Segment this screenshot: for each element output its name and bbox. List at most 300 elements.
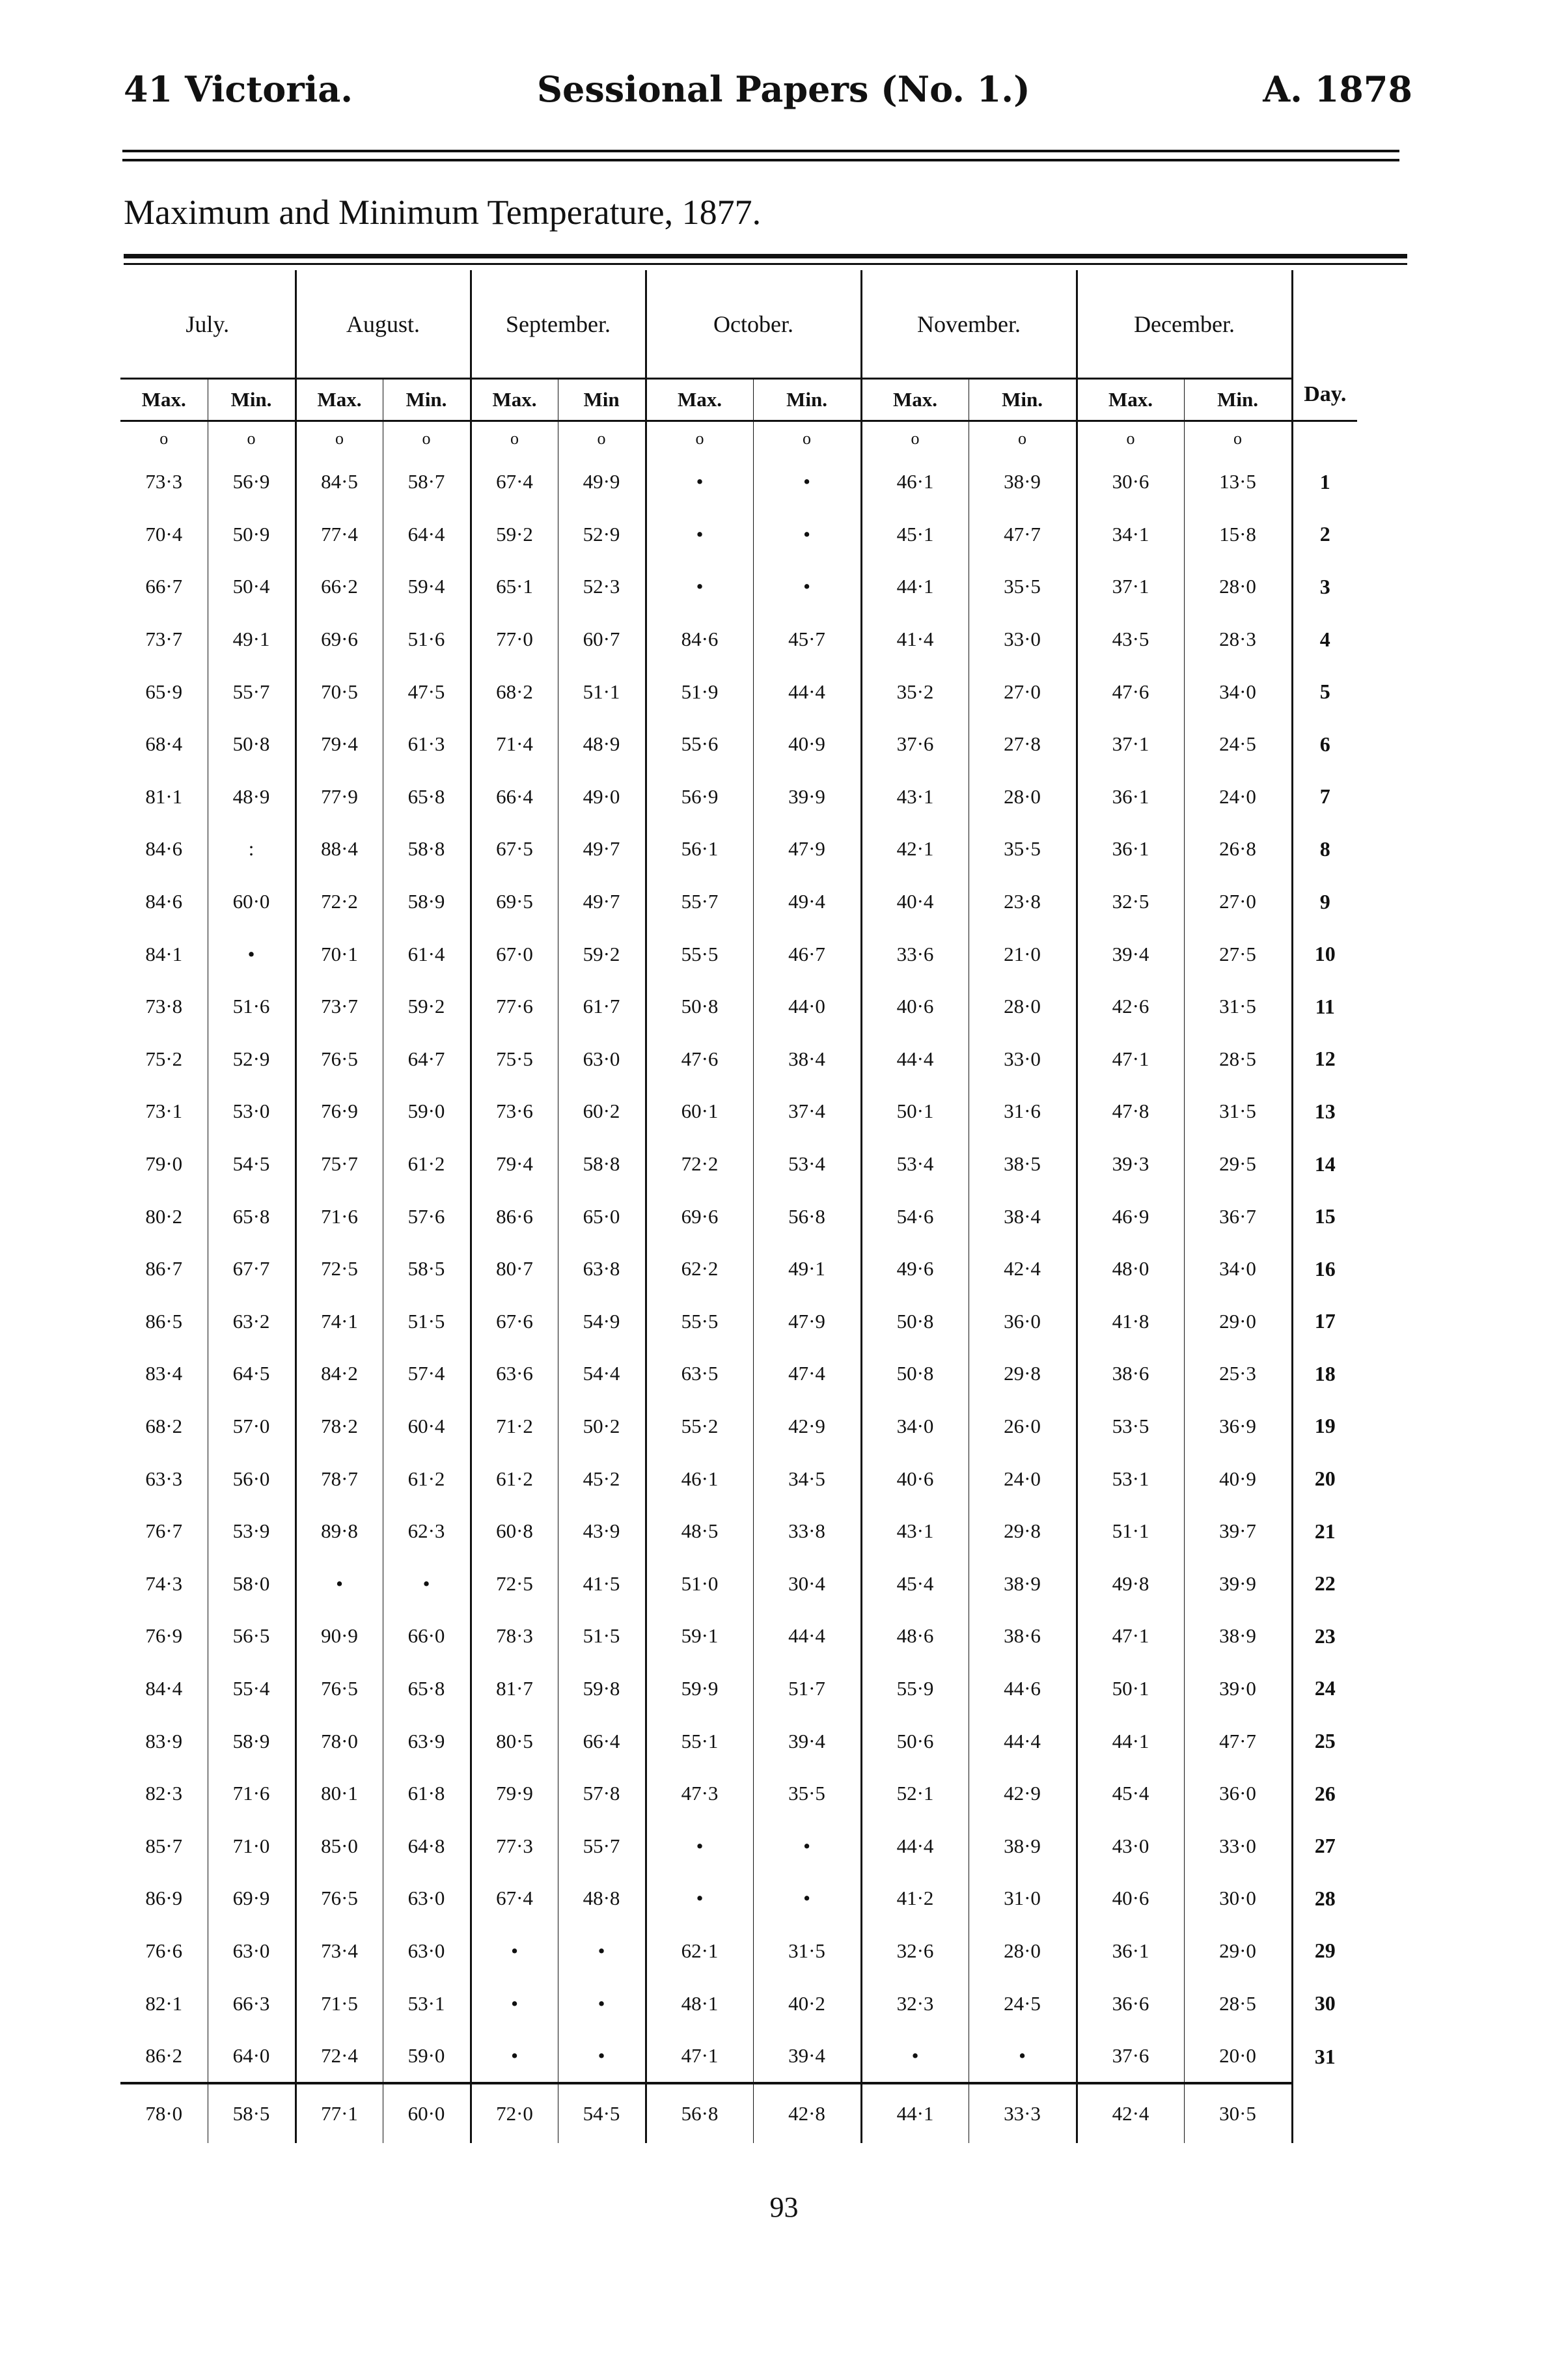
min-temp-cell: 56·0 — [208, 1452, 296, 1505]
max-temp-cell: 77·0 — [471, 613, 558, 666]
min-temp-cell: 35·5 — [753, 1767, 861, 1820]
max-temp-cell: 82·3 — [145, 1782, 183, 1805]
max-temp-cell: 59·9 — [646, 1663, 753, 1715]
max-temp-cell: 68·4 — [145, 732, 183, 756]
title-rule-thin — [124, 263, 1407, 265]
col-header-max: Max. — [646, 379, 753, 421]
min-temp-cell: 47·7 — [969, 508, 1077, 561]
degree-mark: o — [646, 421, 753, 456]
min-temp-cell: 42·9 — [753, 1400, 861, 1453]
max-temp-cell: 43·5 — [1077, 613, 1184, 666]
max-temp-cell: 66·4 — [471, 771, 558, 824]
month-header-row — [120, 270, 1357, 379]
max-temp-cell: 44·1 — [861, 561, 969, 613]
max-temp-cell: 85·0 — [296, 1820, 383, 1872]
day-number-cell: 14 — [1292, 1138, 1357, 1191]
max-temp-cell: 61·2 — [471, 1452, 558, 1505]
min-temp-cell: 59·0 — [383, 1085, 471, 1138]
min-temp-cell: 49·4 — [753, 876, 861, 928]
mean-max-cell: 72·0 — [471, 2083, 558, 2143]
max-temp-cell: 68·2 — [145, 1414, 183, 1437]
max-temp-cell: 48·1 — [646, 1977, 753, 2030]
table-row — [120, 1400, 1357, 1453]
max-temp-cell: 73·1 — [145, 1100, 183, 1123]
max-temp-cell: 36·1 — [1077, 771, 1184, 824]
day-number-cell: 21 — [1292, 1505, 1357, 1558]
min-temp-cell: 64·4 — [383, 508, 471, 561]
min-temp-cell: 65·8 — [383, 1663, 471, 1715]
max-temp-cell: 76·9 — [145, 1624, 183, 1648]
min-temp-cell: 71·6 — [208, 1767, 296, 1820]
min-temp-cell: 29·0 — [1184, 1925, 1292, 1978]
min-temp-cell: 29·8 — [969, 1348, 1077, 1400]
max-temp-cell: 71·4 — [471, 718, 558, 771]
max-temp-cell: 80·2 — [145, 1204, 183, 1228]
col-header-min: Min — [558, 379, 646, 421]
min-temp-cell: 30·4 — [753, 1557, 861, 1610]
table-row — [120, 1925, 1357, 1978]
max-temp-cell: 69·6 — [646, 1190, 753, 1243]
max-temp-cell: • — [646, 1820, 753, 1872]
max-temp-cell: 40·6 — [861, 1452, 969, 1505]
table-row — [120, 1610, 1357, 1663]
max-temp-cell: 54·6 — [861, 1190, 969, 1243]
day-number-cell: 31 — [1292, 2030, 1357, 2084]
min-temp-cell: 36·0 — [969, 1295, 1077, 1348]
mean-max-cell: 77·1 — [296, 2083, 383, 2143]
max-temp-cell: 86·7 — [145, 1257, 183, 1280]
day-number-cell: 24 — [1292, 1663, 1357, 1715]
min-temp-cell: 34·0 — [1184, 1243, 1292, 1295]
min-temp-cell: 64·5 — [208, 1348, 296, 1400]
max-temp-cell: 35·2 — [861, 665, 969, 718]
min-temp-cell: 33·0 — [969, 1033, 1077, 1086]
min-temp-cell: 60·4 — [383, 1400, 471, 1453]
min-temp-cell: 50·8 — [208, 718, 296, 771]
max-temp-cell: 42·6 — [1077, 980, 1184, 1033]
min-temp-cell: 56·8 — [753, 1190, 861, 1243]
min-temp-cell: 58·0 — [208, 1557, 296, 1610]
min-temp-cell: 31·6 — [969, 1085, 1077, 1138]
max-temp-cell: 37·1 — [1077, 718, 1184, 771]
mean-max-cell: 56·8 — [646, 2083, 753, 2143]
table-row — [120, 1505, 1357, 1558]
col-header-min: Min. — [753, 379, 861, 421]
min-temp-cell: 53·0 — [208, 1085, 296, 1138]
max-temp-cell: 73·7 — [145, 628, 183, 651]
max-temp-cell: 76·9 — [296, 1085, 383, 1138]
day-number-cell: 5 — [1292, 665, 1357, 718]
min-temp-cell: 31·5 — [1184, 1085, 1292, 1138]
max-temp-cell: 62·1 — [646, 1925, 753, 1978]
table-row — [120, 1977, 1357, 2030]
month-header-december: December. — [1077, 270, 1292, 379]
day-number-cell: 28 — [1292, 1872, 1357, 1925]
max-temp-cell: 55·6 — [646, 718, 753, 771]
min-temp-cell: 50·4 — [208, 561, 296, 613]
min-temp-cell: 54·9 — [558, 1295, 646, 1348]
min-temp-cell: 24·0 — [1184, 771, 1292, 824]
min-temp-cell: 59·2 — [383, 980, 471, 1033]
max-temp-cell: 78·2 — [296, 1400, 383, 1453]
min-temp-cell: 44·4 — [753, 665, 861, 718]
min-temp-cell: 34·0 — [1184, 665, 1292, 718]
month-header-august: August. — [296, 270, 471, 379]
min-temp-cell: 39·9 — [753, 771, 861, 824]
min-temp-cell: 27·0 — [1184, 876, 1292, 928]
max-temp-cell: 72·5 — [471, 1557, 558, 1610]
max-temp-cell: 71·5 — [296, 1977, 383, 2030]
min-temp-cell: 53·4 — [753, 1138, 861, 1191]
day-number-cell: 12 — [1292, 1033, 1357, 1086]
max-temp-cell: 33·6 — [861, 928, 969, 980]
max-temp-cell: 37·6 — [861, 718, 969, 771]
min-temp-cell: 51·6 — [383, 613, 471, 666]
max-temp-cell: 36·6 — [1077, 1977, 1184, 2030]
max-temp-cell: 90·9 — [296, 1610, 383, 1663]
max-temp-cell: 47·1 — [646, 2030, 753, 2084]
degree-mark: o — [471, 421, 558, 456]
day-number-cell: 20 — [1292, 1452, 1357, 1505]
min-temp-cell: 23·8 — [969, 876, 1077, 928]
max-temp-cell: 40·4 — [861, 876, 969, 928]
max-temp-cell: 42·1 — [861, 823, 969, 876]
mean-day-blank-cell — [1292, 2083, 1357, 2143]
max-temp-cell: 50·8 — [646, 980, 753, 1033]
min-temp-cell: 55·7 — [558, 1820, 646, 1872]
table-row — [120, 1872, 1357, 1925]
degree-mark: o — [969, 421, 1077, 456]
max-temp-cell: 49·6 — [861, 1243, 969, 1295]
degree-mark: o — [558, 421, 646, 456]
max-temp-cell: 53·5 — [1077, 1400, 1184, 1453]
max-temp-cell: 43·1 — [861, 771, 969, 824]
day-number-cell: 11 — [1292, 980, 1357, 1033]
min-temp-cell: 62·3 — [383, 1505, 471, 1558]
max-temp-cell: 63·3 — [145, 1467, 183, 1490]
min-temp-cell: 39·7 — [1184, 1505, 1292, 1558]
max-temp-cell: 79·0 — [145, 1152, 183, 1176]
mean-min-cell: 33·3 — [969, 2083, 1077, 2143]
day-number-cell: 22 — [1292, 1557, 1357, 1610]
min-temp-cell: 63·0 — [383, 1872, 471, 1925]
max-temp-cell: 80·5 — [471, 1715, 558, 1767]
max-temp-cell: 50·1 — [1077, 1663, 1184, 1715]
min-temp-cell: 44·0 — [753, 980, 861, 1033]
min-temp-cell: 58·5 — [383, 1243, 471, 1295]
table-row — [120, 928, 1357, 980]
max-temp-cell: 48·0 — [1077, 1243, 1184, 1295]
max-temp-cell: 46·9 — [1077, 1190, 1184, 1243]
max-temp-cell: 47·6 — [1077, 665, 1184, 718]
mean-max-cell: 78·0 — [120, 2083, 208, 2143]
col-header-max: Max. — [120, 379, 208, 421]
min-temp-cell: 49·7 — [558, 823, 646, 876]
max-temp-cell: 59·1 — [646, 1610, 753, 1663]
max-temp-cell: 46·1 — [646, 1452, 753, 1505]
max-temp-cell: 74·1 — [296, 1295, 383, 1348]
min-temp-cell: 54·4 — [558, 1348, 646, 1400]
min-temp-cell: 25·3 — [1184, 1348, 1292, 1400]
min-temp-cell: 59·0 — [383, 2030, 471, 2084]
max-temp-cell: 77·9 — [296, 771, 383, 824]
temperature-table-area — [120, 270, 1406, 2191]
max-temp-cell: 72·2 — [296, 876, 383, 928]
min-temp-cell: 69·9 — [208, 1872, 296, 1925]
min-temp-cell: 48·8 — [558, 1872, 646, 1925]
min-temp-cell: 37·4 — [753, 1085, 861, 1138]
min-temp-cell: 21·0 — [969, 928, 1077, 980]
max-temp-cell: • — [646, 508, 753, 561]
max-temp-cell: 71·2 — [471, 1400, 558, 1453]
max-temp-cell: 71·6 — [296, 1190, 383, 1243]
min-temp-cell: 29·8 — [969, 1505, 1077, 1558]
degree-mark-row — [120, 421, 1357, 456]
max-temp-cell: 84·4 — [145, 1676, 183, 1700]
monthly-mean-row — [120, 2083, 1357, 2143]
min-temp-cell: 30·0 — [1184, 1872, 1292, 1925]
degree-mark: o — [208, 421, 296, 456]
max-temp-cell: 47·3 — [646, 1767, 753, 1820]
max-temp-cell: 69·5 — [471, 876, 558, 928]
min-temp-cell: 66·0 — [383, 1610, 471, 1663]
min-temp-cell: 44·4 — [969, 1715, 1077, 1767]
min-temp-cell: 44·4 — [753, 1610, 861, 1663]
min-temp-cell: 61·2 — [383, 1452, 471, 1505]
min-temp-cell: 55·7 — [208, 665, 296, 718]
max-temp-cell: 36·1 — [1077, 823, 1184, 876]
min-temp-cell: 55·4 — [208, 1663, 296, 1715]
max-temp-cell: 32·6 — [861, 1925, 969, 1978]
max-temp-cell: 37·1 — [1077, 561, 1184, 613]
day-number-cell: 2 — [1292, 508, 1357, 561]
min-temp-cell: 42·9 — [969, 1767, 1077, 1820]
min-temp-cell: 27·0 — [969, 665, 1077, 718]
max-temp-cell: • — [471, 2030, 558, 2084]
min-temp-cell: 34·5 — [753, 1452, 861, 1505]
max-temp-cell: 47·8 — [1077, 1085, 1184, 1138]
day-number-cell: 16 — [1292, 1243, 1357, 1295]
min-temp-cell: 66·4 — [558, 1715, 646, 1767]
min-temp-cell: 33·0 — [969, 613, 1077, 666]
min-temp-cell: 36·9 — [1184, 1400, 1292, 1453]
min-temp-cell: • — [558, 1977, 646, 2030]
max-temp-cell: 75·5 — [471, 1033, 558, 1086]
max-temp-cell: 41·4 — [861, 613, 969, 666]
min-temp-cell: 26·8 — [1184, 823, 1292, 876]
max-temp-cell: 55·9 — [861, 1663, 969, 1715]
col-header-min: Min. — [969, 379, 1077, 421]
table-row — [120, 876, 1357, 928]
min-temp-cell: 56·5 — [208, 1610, 296, 1663]
max-min-header-row — [120, 379, 1357, 421]
min-temp-cell: 35·5 — [969, 823, 1077, 876]
min-temp-cell: 64·7 — [383, 1033, 471, 1086]
table-row — [120, 1663, 1357, 1715]
max-temp-cell: 77·6 — [471, 980, 558, 1033]
max-temp-cell: 47·1 — [1077, 1610, 1184, 1663]
max-temp-cell: 48·5 — [646, 1505, 753, 1558]
max-temp-cell: 76·5 — [296, 1033, 383, 1086]
min-temp-cell: 63·0 — [558, 1033, 646, 1086]
table-row — [120, 456, 1357, 508]
day-number-cell: 30 — [1292, 1977, 1357, 2030]
max-temp-cell: 45·4 — [861, 1557, 969, 1610]
max-temp-cell: 40·6 — [861, 980, 969, 1033]
min-temp-cell: 49·7 — [558, 876, 646, 928]
max-temp-cell: 76·5 — [296, 1872, 383, 1925]
max-temp-cell: 85·7 — [145, 1834, 183, 1857]
day-column-header: Day. — [1292, 270, 1357, 421]
day-number-cell: 13 — [1292, 1085, 1357, 1138]
min-temp-cell: 28·5 — [1184, 1977, 1292, 2030]
max-temp-cell: 77·4 — [296, 508, 383, 561]
max-temp-cell: 67·6 — [471, 1295, 558, 1348]
max-temp-cell: 72·4 — [296, 2030, 383, 2084]
min-temp-cell: 40·9 — [1184, 1452, 1292, 1505]
table-row — [120, 1767, 1357, 1820]
max-temp-cell: 32·5 — [1077, 876, 1184, 928]
max-temp-cell: 86·2 — [145, 2044, 183, 2068]
min-temp-cell: 29·5 — [1184, 1138, 1292, 1191]
max-temp-cell: 44·4 — [861, 1820, 969, 1872]
min-temp-cell: 57·0 — [208, 1400, 296, 1453]
min-temp-cell: 27·5 — [1184, 928, 1292, 980]
max-temp-cell: 68·2 — [471, 665, 558, 718]
min-temp-cell: 52·9 — [208, 1033, 296, 1086]
min-temp-cell: 39·9 — [1184, 1557, 1292, 1610]
min-temp-cell: 47·7 — [1184, 1715, 1292, 1767]
page-number: 93 — [769, 2191, 799, 2223]
max-temp-cell: 67·4 — [471, 1872, 558, 1925]
max-temp-cell: 30·6 — [1077, 456, 1184, 508]
min-temp-cell: 61·3 — [383, 718, 471, 771]
day-number-cell: 3 — [1292, 561, 1357, 613]
min-temp-cell: 46·7 — [753, 928, 861, 980]
max-temp-cell: 76·7 — [145, 1519, 183, 1543]
min-temp-cell: 31·0 — [969, 1872, 1077, 1925]
min-temp-cell: 51·6 — [208, 980, 296, 1033]
max-temp-cell: 41·2 — [861, 1872, 969, 1925]
table-row — [120, 1295, 1357, 1348]
min-temp-cell: 53·9 — [208, 1505, 296, 1558]
min-temp-cell: 35·5 — [969, 561, 1077, 613]
max-temp-cell: 66·2 — [296, 561, 383, 613]
degree-mark: o — [1184, 421, 1292, 456]
header-rule-top — [122, 150, 1399, 152]
day-number-cell: 26 — [1292, 1767, 1357, 1820]
max-temp-cell: 45·1 — [861, 508, 969, 561]
max-temp-cell: 76·6 — [145, 1939, 183, 1962]
min-temp-cell: 39·0 — [1184, 1663, 1292, 1715]
min-temp-cell: 53·1 — [383, 1977, 471, 2030]
table-row — [120, 771, 1357, 824]
min-temp-cell: 38·9 — [969, 456, 1077, 508]
min-temp-cell: • — [753, 561, 861, 613]
max-temp-cell: 72·2 — [646, 1138, 753, 1191]
section-title: Maximum and Minimum Temperature, 1877. — [124, 193, 762, 232]
max-temp-cell: 86·6 — [471, 1190, 558, 1243]
max-temp-cell: 79·4 — [296, 718, 383, 771]
header-year: A. 1878 — [1263, 68, 1412, 110]
min-temp-cell: 40·2 — [753, 1977, 861, 2030]
min-temp-cell: 63·0 — [208, 1925, 296, 1978]
min-temp-cell: 61·4 — [383, 928, 471, 980]
min-temp-cell: 38·5 — [969, 1138, 1077, 1191]
mean-min-cell: 30·5 — [1184, 2083, 1292, 2143]
max-temp-cell: 65·9 — [145, 680, 183, 703]
max-temp-cell: 78·7 — [296, 1452, 383, 1505]
min-temp-cell: 52·9 — [558, 508, 646, 561]
max-temp-cell: 45·4 — [1077, 1767, 1184, 1820]
min-temp-cell: 15·8 — [1184, 508, 1292, 561]
min-temp-cell: 28·0 — [969, 980, 1077, 1033]
min-temp-cell: 45·2 — [558, 1452, 646, 1505]
min-temp-cell: 58·8 — [558, 1138, 646, 1191]
min-temp-cell: 45·7 — [753, 613, 861, 666]
max-temp-cell: 80·7 — [471, 1243, 558, 1295]
header-rule-bottom — [122, 159, 1399, 161]
max-temp-cell: 55·7 — [646, 876, 753, 928]
min-temp-cell: 59·8 — [558, 1663, 646, 1715]
min-temp-cell: 51·5 — [558, 1610, 646, 1663]
min-temp-cell: 64·8 — [383, 1820, 471, 1872]
max-temp-cell: 52·1 — [861, 1767, 969, 1820]
table-row — [120, 665, 1357, 718]
max-temp-cell: 83·9 — [145, 1729, 183, 1752]
min-temp-cell: 47·4 — [753, 1348, 861, 1400]
min-temp-cell: 42·4 — [969, 1243, 1077, 1295]
min-temp-cell: 57·8 — [558, 1767, 646, 1820]
table-row — [120, 1033, 1357, 1086]
max-temp-cell: 78·0 — [296, 1715, 383, 1767]
min-temp-cell: 38·9 — [1184, 1610, 1292, 1663]
max-temp-cell: 70·4 — [145, 522, 183, 546]
min-temp-cell: 28·0 — [1184, 561, 1292, 613]
min-temp-cell: 58·8 — [383, 823, 471, 876]
min-temp-cell: • — [558, 2030, 646, 2084]
max-temp-cell: 50·6 — [861, 1715, 969, 1767]
max-temp-cell: 50·8 — [861, 1295, 969, 1348]
running-header — [124, 68, 1419, 127]
min-temp-cell: 60·7 — [558, 613, 646, 666]
min-temp-cell: 36·0 — [1184, 1767, 1292, 1820]
min-temp-cell: 52·3 — [558, 561, 646, 613]
max-temp-cell: • — [646, 561, 753, 613]
min-temp-cell: 64·0 — [208, 2030, 296, 2084]
max-temp-cell: 49·8 — [1077, 1557, 1184, 1610]
temperature-table-body — [120, 421, 1357, 2144]
table-row — [120, 1138, 1357, 1191]
max-temp-cell: • — [646, 456, 753, 508]
min-temp-cell: 43·9 — [558, 1505, 646, 1558]
table-row — [120, 1715, 1357, 1767]
min-temp-cell: 47·5 — [383, 665, 471, 718]
table-row — [120, 561, 1357, 613]
min-temp-cell: 51·7 — [753, 1663, 861, 1715]
col-header-max: Max. — [1077, 379, 1184, 421]
min-temp-cell: 63·2 — [208, 1295, 296, 1348]
min-temp-cell: 49·0 — [558, 771, 646, 824]
max-temp-cell: 89·8 — [296, 1505, 383, 1558]
min-temp-cell: 60·0 — [208, 876, 296, 928]
col-header-max: Max. — [296, 379, 383, 421]
mean-min-cell: 54·5 — [558, 2083, 646, 2143]
max-temp-cell: 51·0 — [646, 1557, 753, 1610]
min-temp-cell: 28·0 — [969, 771, 1077, 824]
min-temp-cell: 26·0 — [969, 1400, 1077, 1453]
max-temp-cell: 51·1 — [1077, 1505, 1184, 1558]
